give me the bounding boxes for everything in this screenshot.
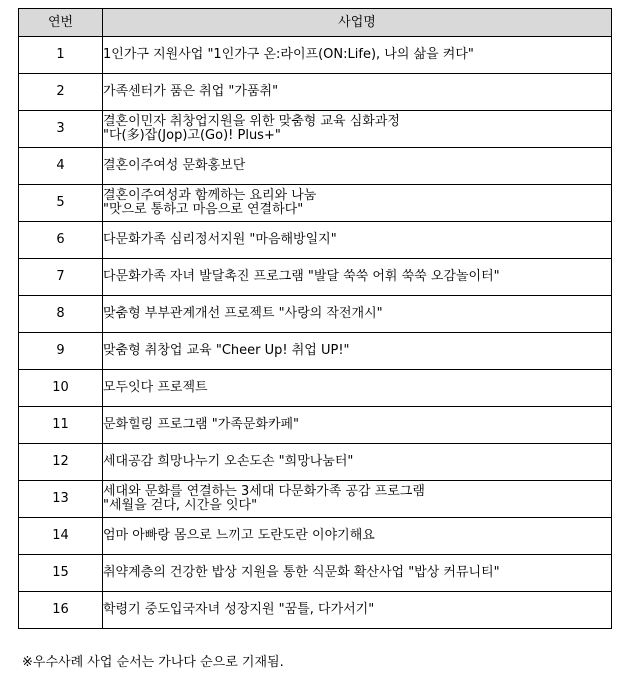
row-number: 1: [19, 37, 103, 74]
row-program-name: 취약계층의 건강한 밥상 지원을 통한 식문화 확산사업 "밥상 커뮤니티": [103, 555, 612, 592]
table-header-row: [19, 9, 612, 37]
table-row: [19, 259, 612, 296]
row-number: 13: [19, 481, 103, 518]
row-program-name: 모두잇다 프로젝트: [103, 370, 612, 407]
row-program-name: 다문화가족 자녀 발달촉진 프로그램 "발달 쑥쑥 어휘 쑥쑥 오감놀이터": [103, 259, 612, 296]
program-table: [18, 8, 612, 629]
row-program-name: 맞춤형 취창업 교육 "Cheer Up! 취업 UP!": [103, 333, 612, 370]
row-number: 7: [19, 259, 103, 296]
row-program-name: 맞춤형 부부관계개선 프로젝트 "사랑의 작전개시": [103, 296, 612, 333]
row-number: 3: [19, 111, 103, 148]
table-row: [19, 592, 612, 629]
row-program-name: 세대와 문화를 연결하는 3세대 다문화가족 공감 프로그램 "세월을 걷다, 시간을 잇다": [103, 481, 612, 518]
row-program-name: 문화힐링 프로그램 "가족문화카페": [103, 407, 612, 444]
table-row: [19, 444, 612, 481]
table-row: [19, 481, 612, 518]
footnote: ※우수사례 사업 순서는 가나다 순으로 기재됨.: [22, 655, 284, 670]
row-number: 12: [19, 444, 103, 481]
row-number: 6: [19, 222, 103, 259]
row-program-name: 다문화가족 심리정서지원 "마음해방일지": [103, 222, 612, 259]
row-number: 15: [19, 555, 103, 592]
table-row: [19, 370, 612, 407]
table-row: [19, 555, 612, 592]
row-number: 10: [19, 370, 103, 407]
table-row: [19, 148, 612, 185]
row-number: 14: [19, 518, 103, 555]
row-program-name: 학령기 중도입국자녀 성장지원 "꿈틀, 다가서기": [103, 592, 612, 629]
header-program-name: 사업명: [103, 9, 612, 37]
row-number: 4: [19, 148, 103, 185]
row-program-name: 결혼이주여성과 함께하는 요리와 나눔 "맛으로 통하고 마음으로 연결하다": [103, 185, 612, 222]
row-number: 8: [19, 296, 103, 333]
table-row: [19, 111, 612, 148]
row-program-name: 세대공감 희망나누기 오손도손 "희망나눔터": [103, 444, 612, 481]
table-row: [19, 333, 612, 370]
row-program-name: 결혼이주여성 문화홍보단: [103, 148, 612, 185]
table-row: [19, 185, 612, 222]
table-body: [19, 37, 612, 629]
row-number: 16: [19, 592, 103, 629]
table-row: [19, 296, 612, 333]
row-program-name: 엄마 아빠랑 몸으로 느끼고 도란도란 이야기해요: [103, 518, 612, 555]
table-row: [19, 74, 612, 111]
table-row: [19, 37, 612, 74]
header-number: 연번: [19, 9, 103, 37]
row-number: 9: [19, 333, 103, 370]
row-program-name: 가족센터가 품은 취업 "가품취": [103, 74, 612, 111]
table-row: [19, 518, 612, 555]
row-number: 11: [19, 407, 103, 444]
table-row: [19, 222, 612, 259]
row-number: 2: [19, 74, 103, 111]
row-program-name: 1인가구 지원사업 "1인가구 온:라이프(ON:Life), 나의 삶을 켜다": [103, 37, 612, 74]
row-program-name: 결혼이민자 취창업지원을 위한 맞춤형 교육 심화과정 "다(多)잡(Jop)고(Go)! Plus+": [103, 111, 612, 148]
row-number: 5: [19, 185, 103, 222]
table-row: [19, 407, 612, 444]
